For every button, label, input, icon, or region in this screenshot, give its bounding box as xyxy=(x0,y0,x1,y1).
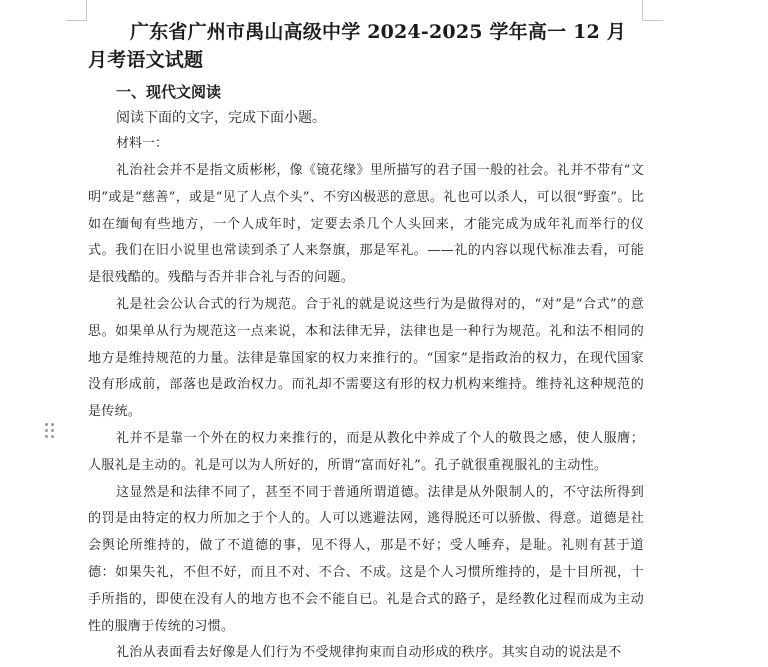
page-margin-corner-top-left xyxy=(66,0,87,21)
document-body[interactable] xyxy=(88,18,644,667)
body-paragraph: 礼并不是靠一个外在的权力来推行的，而是从教化中养成了个人的敬畏之感，使人服膺；人服礼是主动的。礼是可以为人所好的，所谓“富而好礼”。孔子就很重视服礼的主动性。 xyxy=(88,430,644,473)
body-paragraph: 这显然是和法律不同了，甚至不同于普通所谓道德。法律是从外限制人的，不守法所得到的罚是由特定的权力所加之于个人的。人可以逃避法网，逃得脱还可以骄傲、得意。道德是社会舆论所维持的，做了不道德的事，见不得人，那是不好；受人唾弃，是耻。礼则有甚于道德：如果失礼，不但不好，而且不对、不合、不成。这是个人习惯所维持的，是十目所视，十手所指的，即使在没有人的地方也不会不能自已。礼是合式的路子，是经教化过程而成为主动性的服膺于传统的习惯。 xyxy=(88,484,644,634)
paragraph-drag-handle-icon[interactable] xyxy=(45,423,55,439)
document-title: 广东省广州市禺山高级中学 2024-2025 学年高一 12 月月考语文试题 xyxy=(88,21,626,71)
material-label: 材料一： xyxy=(116,136,169,151)
page-margin-corner-top-right xyxy=(642,0,663,21)
section-heading: 一、现代文阅读 xyxy=(116,83,222,101)
body-paragraph: 礼是社会公认合式的行为规范。合于礼的就是说这些行为是做得对的，“对”是“合式”的意思。如果单从行为规范这一点来说，本和法律无异，法律也是一种行为规范。礼和法不相同的地方是维持规范的力量。法律是靠国家的权力来推行的。“国家”是指政治的权力，在现代国家没有形成前，部落也是政治权力。而礼却不需要这有形的权力机构来维持。维持礼这种规范的是传统。 xyxy=(88,296,644,420)
instruction-text: 阅读下面的文字，完成下面小题。 xyxy=(116,110,326,126)
body-paragraph: 礼治从表面看去好像是人们行为不受规律拘束而自动形成的秩序。其实自动的说法是不 xyxy=(116,645,622,661)
body-paragraph: 礼治社会并不是指文质彬彬，像《镜花缘》里所描写的君子国一般的社会。礼并不带有“文明”或是“慈善”，或是“见了人点个头”、不穷凶极恶的意思。礼也可以杀人，可以很“野蛮”。比如在缅甸有些地方，一个人成年时，定要去杀几个人头回来，才能完成为成年礼而举行的仪式。我们在旧小说里也常读到杀了人来祭旗，那是军礼。——礼的内容以现代标准去看，可能是很残酷的。残酷与否并非合礼与否的问题。 xyxy=(88,163,644,286)
